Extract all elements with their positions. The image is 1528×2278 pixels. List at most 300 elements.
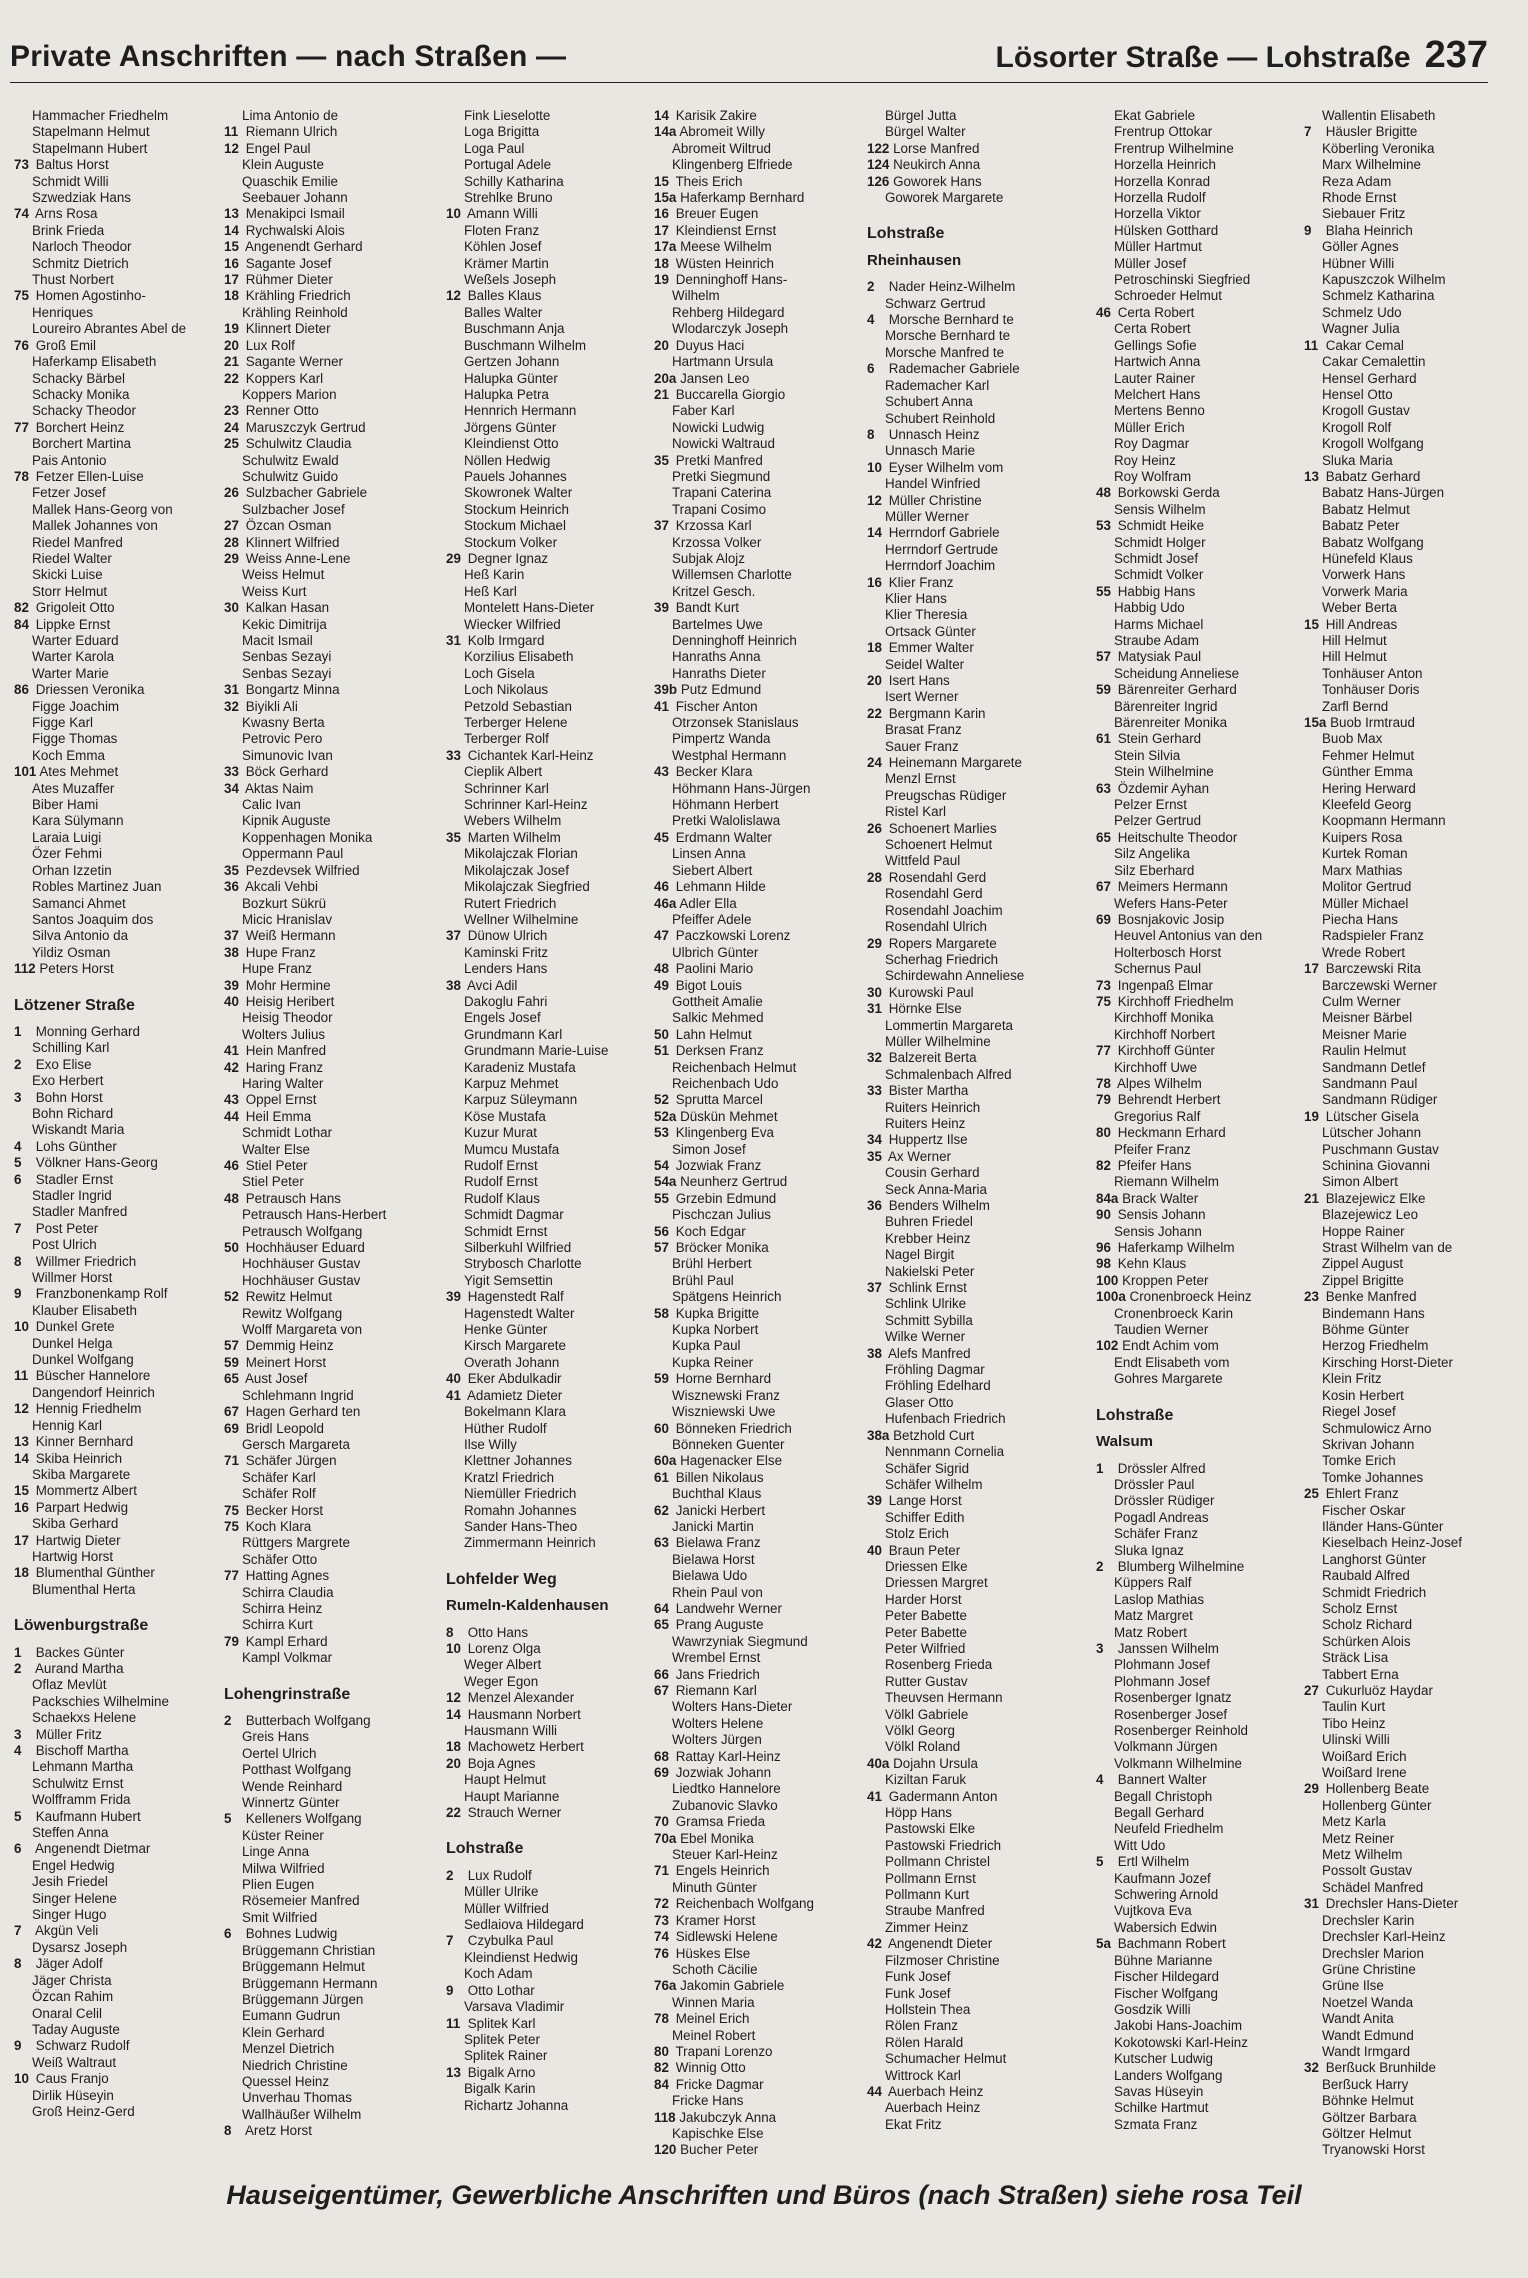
- resident-name: Schwarz Rudolf: [35, 2038, 130, 2054]
- resident-name: Bosnjakovic Josip: [1117, 911, 1225, 927]
- resident-name: Grzebin Edmund: [675, 1190, 777, 1206]
- resident-entry: [446, 846, 656, 862]
- resident-entry: [14, 1989, 224, 2005]
- resident-name: Melchert Hans: [1114, 386, 1201, 402]
- resident-name: Schmidt Willi: [32, 173, 109, 189]
- resident-name: Webers Wilhelm: [464, 813, 562, 829]
- resident-name: Plohmann Josef: [1114, 1657, 1211, 1673]
- resident-name: Dunkel Wolfgang: [32, 1352, 134, 1368]
- column-6: [1096, 108, 1306, 2133]
- resident-name: Wallentin Elisabeth: [1322, 108, 1436, 123]
- page-number: 237: [1424, 34, 1488, 76]
- resident-name: Hatting Agnes: [245, 1568, 330, 1584]
- resident-entry: [14, 1743, 224, 1759]
- resident-name: Winnig Otto: [675, 2060, 746, 2076]
- resident-entry: [224, 1976, 434, 1992]
- house-number: 122: [867, 140, 890, 156]
- resident-entry: [867, 1674, 1077, 1690]
- resident-name: Frentrup Ottokar: [1114, 124, 1213, 140]
- resident-name: Gadermann Anton: [888, 1788, 998, 1804]
- resident-entry: [14, 781, 224, 797]
- resident-name: Weßels Joseph: [464, 272, 557, 288]
- house-number: 2: [14, 1660, 22, 1676]
- resident-name: Barczewski Rita: [1325, 961, 1421, 977]
- resident-name: Barczewski Werner: [1322, 977, 1438, 993]
- resident-name: Herrndorf Joachim: [885, 558, 996, 574]
- resident-entry: [654, 945, 864, 961]
- resident-name: Wolff Margareta von: [242, 1322, 363, 1338]
- resident-entry: [1304, 1256, 1514, 1272]
- street-heading: Lohstraße: [446, 1840, 524, 1858]
- resident-entry: [224, 1486, 434, 1502]
- resident-name: Ax Werner: [887, 1148, 951, 1164]
- resident-entry: [1096, 1477, 1306, 1493]
- resident-name: Niedrich Christine: [242, 2057, 348, 2073]
- resident-entry: [654, 1322, 864, 1338]
- resident-name: Sandmann Detlef: [1322, 1059, 1426, 1075]
- resident-name: Bielawa Horst: [672, 1551, 755, 1567]
- resident-entry: [1304, 1388, 1514, 1404]
- resident-entry: [1096, 715, 1306, 731]
- resident-entry: [224, 1552, 434, 1568]
- resident-name: Jakubczyk Anna: [679, 2109, 777, 2125]
- resident-entry: [224, 781, 434, 797]
- resident-name: Milwa Wilfried: [242, 1860, 325, 1876]
- resident-name: Kampl Erhard: [245, 1633, 328, 1649]
- street-heading: Lohstraße: [1096, 1406, 1174, 1424]
- resident-entry: [1096, 1306, 1306, 1322]
- resident-entry: [1096, 453, 1306, 469]
- resident-entry: [867, 476, 1077, 492]
- resident-name: Angenendt Dieter: [887, 1936, 993, 1952]
- house-number: 6: [14, 1841, 22, 1857]
- house-number: 77: [14, 419, 29, 435]
- resident-entry: [867, 312, 1077, 328]
- house-number: 25: [1304, 1486, 1319, 1502]
- resident-entry: [14, 469, 224, 485]
- resident-name: Alefs Manfred: [887, 1345, 971, 1361]
- resident-entry: [1096, 813, 1306, 829]
- resident-entry: [224, 551, 434, 567]
- resident-entry: [867, 1346, 1077, 1362]
- resident-name: Fetzer Ellen-Luise: [35, 468, 144, 484]
- resident-name: Koch Edgar: [675, 1223, 746, 1239]
- resident-entry: [224, 1322, 434, 1338]
- resident-entry: [446, 1109, 656, 1125]
- house-number: 67: [654, 1683, 669, 1698]
- resident-entry: [867, 1608, 1077, 1624]
- resident-entry: [654, 551, 864, 567]
- resident-entry: [1304, 682, 1514, 698]
- house-number: 11: [224, 124, 239, 140]
- resident-entry: [1304, 305, 1514, 321]
- resident-name: Minuth Günter: [672, 1879, 757, 1895]
- resident-name: Begall Christoph: [1114, 1788, 1213, 1804]
- resident-entry: [14, 1172, 224, 1188]
- resident-entry: [1304, 600, 1514, 616]
- resident-name: Schmidt Holger: [1114, 534, 1206, 550]
- resident-name: Jäger Christa: [32, 1972, 112, 1988]
- resident-name: Bucher Peter: [680, 2142, 759, 2158]
- house-number: 86: [14, 682, 29, 698]
- resident-entry: [867, 1461, 1077, 1477]
- resident-name: Lorse Manfred: [893, 140, 980, 156]
- resident-name: Petroschinski Siegfried: [1114, 272, 1251, 288]
- resident-name: Babatz Helmut: [1322, 501, 1410, 517]
- resident-name: Reichenbach Helmut: [672, 1059, 797, 1075]
- resident-entry: [654, 1142, 864, 1158]
- resident-name: Babatz Peter: [1322, 518, 1400, 534]
- resident-name: Engels Josef: [464, 1010, 541, 1026]
- resident-entry: [1096, 1953, 1306, 1969]
- page-title: Private Anschriften — nach Straßen —: [10, 40, 567, 73]
- resident-name: Simon Albert: [1322, 1174, 1398, 1190]
- resident-entry: [1096, 1887, 1306, 1903]
- resident-entry: [446, 1999, 656, 2015]
- house-number: 5: [224, 1811, 232, 1827]
- resident-name: Orhan Izzetin: [32, 862, 112, 878]
- resident-entry: [446, 1158, 656, 1174]
- resident-name: Unverhau Thomas: [242, 2090, 352, 2106]
- house-number: 75: [1096, 993, 1111, 1009]
- resident-entry: [654, 141, 864, 157]
- resident-name: Sensis Wilhelm: [1114, 501, 1206, 517]
- resident-name: Post Peter: [35, 1220, 99, 1236]
- resident-name: Billen Nikolaus: [675, 1469, 764, 1485]
- resident-name: Kleefeld Georg: [1322, 797, 1412, 813]
- resident-name: Matz Robert: [1114, 1624, 1187, 1640]
- resident-entry: [1096, 1289, 1306, 1305]
- resident-entry: [1304, 1338, 1514, 1354]
- resident-name: Caus Franjo: [35, 2071, 109, 2087]
- resident-entry: [1096, 1043, 1306, 1059]
- house-number: 73: [654, 1912, 669, 1928]
- resident-name: Janssen Wilhelm: [1117, 1640, 1219, 1656]
- resident-entry: [14, 731, 224, 747]
- resident-name: Roy Heinz: [1114, 452, 1176, 468]
- resident-name: Berßuck Brunhilde: [1325, 2060, 1436, 2076]
- resident-name: Böck Gerhard: [245, 764, 329, 780]
- house-number: 8: [867, 426, 875, 442]
- resident-entry: [654, 1503, 864, 1519]
- resident-name: Pollmann Christel: [885, 1854, 990, 1870]
- resident-name: Aktas Naim: [244, 780, 314, 796]
- resident-name: Rosendahl Joachim: [885, 902, 1003, 918]
- resident-entry: [446, 1901, 656, 1917]
- resident-name: Schmitt Sybilla: [885, 1312, 973, 1328]
- resident-name: Grigoleit Otto: [35, 600, 115, 616]
- house-number: 29: [446, 550, 461, 566]
- resident-name: Metz Reiner: [1322, 1830, 1395, 1846]
- resident-entry: [446, 436, 656, 452]
- house-number: 16: [14, 1499, 29, 1515]
- resident-entry: [867, 1838, 1077, 1854]
- resident-name: Kleindienst Ernst: [675, 222, 777, 238]
- resident-entry: [224, 1811, 434, 1827]
- resident-name: Hagenstedt Walter: [464, 1305, 575, 1321]
- house-number: 17: [1304, 961, 1319, 977]
- resident-name: Horzella Konrad: [1114, 173, 1211, 189]
- resident-name: Skowronek Walter: [464, 485, 573, 501]
- resident-entry: [1304, 108, 1514, 124]
- resident-entry: [224, 1519, 434, 1535]
- resident-name: Jansen Leo: [680, 370, 750, 386]
- resident-entry: [224, 1779, 434, 1795]
- resident-name: Blumenthal Herta: [32, 1581, 136, 1597]
- resident-name: Grüne Ilse: [1322, 1978, 1384, 1994]
- house-number: 18: [867, 640, 882, 656]
- resident-entry: [224, 1338, 434, 1354]
- resident-entry: [1304, 994, 1514, 1010]
- resident-name: Bielawa Udo: [672, 1568, 748, 1584]
- resident-entry: [14, 1710, 224, 1726]
- resident-name: Glaser Otto: [885, 1394, 954, 1410]
- house-number: 82: [14, 600, 29, 616]
- resident-entry: [654, 174, 864, 190]
- resident-entry: [446, 1010, 656, 1026]
- resident-entry: [654, 1453, 864, 1469]
- house-number: 26: [224, 485, 239, 501]
- resident-name: Weiss Anne-Lene: [245, 550, 351, 566]
- resident-entry: [14, 2022, 224, 2038]
- resident-name: Bönneken Guenter: [672, 1436, 785, 1452]
- resident-entry: [867, 1214, 1077, 1230]
- house-number: 39: [654, 600, 669, 616]
- resident-entry: [1096, 731, 1306, 747]
- resident-name: Wallhäußer Wilhelm: [242, 2106, 362, 2122]
- resident-entry: [14, 108, 224, 124]
- resident-name: Willemsen Charlotte: [672, 567, 792, 583]
- street-heading: Lötzener Straße: [14, 996, 135, 1014]
- resident-name: Riemann Karl: [675, 1683, 757, 1698]
- resident-name: Putz Edmund: [680, 682, 762, 698]
- resident-name: Homen Agostinho-: [35, 288, 146, 304]
- resident-name: Terberger Helene: [464, 715, 568, 731]
- resident-entry: [446, 1043, 656, 1059]
- resident-entry: [446, 994, 656, 1010]
- resident-name: Gosdzik Willi: [1114, 2001, 1191, 2017]
- resident-entry: [867, 1789, 1077, 1805]
- resident-entry: [654, 1699, 864, 1715]
- resident-name: Walter Else: [242, 1141, 310, 1157]
- resident-name: Schmelz Udo: [1322, 304, 1402, 320]
- house-number: 63: [654, 1535, 669, 1551]
- resident-entry: [446, 453, 656, 469]
- resident-name: Iländer Hans-Günter: [1322, 1518, 1444, 1534]
- resident-entry: [446, 896, 656, 912]
- resident-entry: [867, 788, 1077, 804]
- house-number: 46a: [654, 895, 677, 911]
- house-number: 18: [654, 255, 669, 271]
- resident-name: Macit Ismail: [242, 633, 313, 648]
- resident-name: Driessen Elke: [885, 1558, 968, 1574]
- resident-entry: [1096, 124, 1306, 140]
- resident-name: Pfeifer Franz: [1114, 1141, 1191, 1157]
- resident-entry: [14, 1090, 224, 1106]
- resident-entry: [1304, 1880, 1514, 1896]
- resident-entry: [1304, 945, 1514, 961]
- resident-entry: [446, 239, 656, 255]
- resident-name: Woißard Erich: [1322, 1748, 1407, 1764]
- resident-name: Mertens Benno: [1114, 403, 1205, 419]
- resident-entry: [446, 1789, 656, 1805]
- resident-entry: [1096, 1592, 1306, 1608]
- resident-entry: [1096, 1142, 1306, 1158]
- column-4: [654, 108, 864, 2159]
- resident-entry: [14, 1254, 224, 1270]
- house-number: 59: [654, 1371, 669, 1387]
- resident-name: Schmidt Dagmar: [464, 1207, 564, 1223]
- resident-entry: [654, 1010, 864, 1026]
- resident-name: Peters Horst: [39, 961, 114, 977]
- resident-name: Menakipci Ismail: [245, 206, 345, 222]
- resident-entry: [1304, 387, 1514, 403]
- resident-entry: [14, 1874, 224, 1890]
- resident-name: Lux Rudolf: [467, 1867, 532, 1883]
- resident-entry: [867, 575, 1077, 591]
- resident-name: Neufeld Friedhelm: [1114, 1821, 1224, 1837]
- resident-entry: [224, 2074, 434, 2090]
- resident-name: Schäfer Karl: [242, 1469, 316, 1485]
- house-number: 33: [446, 747, 461, 763]
- resident-entry: [1096, 2068, 1306, 2084]
- resident-name: Horzella Rudolf: [1114, 190, 1206, 206]
- resident-entry: [654, 2110, 864, 2126]
- resident-entry: [654, 1256, 864, 1272]
- house-number: 15: [654, 173, 669, 189]
- resident-entry: [1096, 1969, 1306, 1985]
- resident-entry: [654, 1027, 864, 1043]
- resident-entry: [446, 2016, 656, 2032]
- resident-entry: [867, 1100, 1077, 1116]
- resident-name: Willmer Friedrich: [35, 1253, 137, 1269]
- resident-name: Kirsch Margarete: [464, 1338, 566, 1354]
- resident-entry: [1096, 1109, 1306, 1125]
- resident-name: Stockum Heinrich: [464, 501, 569, 517]
- resident-entry: [1304, 1404, 1514, 1420]
- house-number: 126: [867, 173, 890, 189]
- resident-entry: [867, 1690, 1077, 1706]
- resident-name: Trapani Lorenzo: [675, 2043, 773, 2059]
- resident-name: Dakoglu Fahri: [464, 993, 548, 1009]
- resident-name: Heckmann Erhard: [1117, 1125, 1226, 1141]
- house-number: 19: [654, 272, 669, 288]
- resident-entry: [14, 1040, 224, 1056]
- resident-entry: [14, 1106, 224, 1122]
- resident-name: Schubert Reinhold: [885, 410, 996, 426]
- resident-name: Bönneken Friedrich: [675, 1420, 792, 1436]
- house-number: 11: [446, 2015, 461, 2031]
- resident-name: Ristel Karl: [885, 804, 947, 820]
- house-number: 82: [1096, 1158, 1111, 1173]
- resident-entry: [14, 1565, 224, 1581]
- resident-entry: [1096, 1322, 1306, 1338]
- resident-name: Krogoll Gustav: [1322, 403, 1410, 419]
- resident-name: Schulwitz Ernst: [32, 1775, 124, 1791]
- resident-entry: [1096, 1273, 1306, 1289]
- resident-entry: [867, 1001, 1077, 1017]
- resident-entry: [654, 830, 864, 846]
- resident-entry: [654, 1978, 864, 1994]
- resident-name: Hennrich Hermann: [464, 403, 577, 419]
- resident-entry: [867, 1198, 1077, 1214]
- house-number: 12: [446, 288, 461, 304]
- resident-entry: [1304, 1732, 1514, 1748]
- resident-name: Bürgel Jutta: [885, 108, 957, 123]
- resident-name: Sandmann Paul: [1322, 1075, 1418, 1091]
- resident-entry: [1304, 797, 1514, 813]
- resident-name: Küster Reiner: [242, 1827, 324, 1843]
- resident-entry: [446, 485, 656, 501]
- resident-entry: [867, 1116, 1077, 1132]
- resident-name: Aust Josef: [244, 1371, 308, 1387]
- resident-entry: [1304, 420, 1514, 436]
- resident-name: Petrausch Wolfgang: [242, 1223, 363, 1239]
- resident-name: Emmer Walter: [888, 640, 974, 656]
- resident-name: Roy Wolfram: [1114, 468, 1192, 484]
- resident-entry: [1096, 1207, 1306, 1223]
- resident-name: Krzossa Volker: [672, 534, 762, 550]
- resident-name: Lütscher Johann: [1322, 1125, 1422, 1141]
- resident-name: Jozwiak Franz: [675, 1158, 762, 1173]
- resident-entry: [1096, 1543, 1306, 1559]
- resident-name: Avci Adil: [466, 977, 518, 993]
- resident-name: Breuer Eugen: [675, 206, 759, 222]
- house-number: 69: [654, 1765, 669, 1781]
- resident-entry: [654, 272, 864, 288]
- resident-name: Stockum Michael: [464, 518, 566, 534]
- resident-entry: [14, 846, 224, 862]
- resident-entry: [446, 1437, 656, 1453]
- resident-entry: [867, 427, 1077, 443]
- resident-entry: [867, 1657, 1077, 1673]
- house-number: 17: [14, 1532, 29, 1548]
- resident-name: Dünow Ulrich: [467, 928, 548, 944]
- resident-name: Sander Hans-Theo: [464, 1518, 578, 1534]
- resident-name: Schulwitz Claudia: [245, 436, 352, 452]
- resident-name: Halupka Petra: [464, 386, 549, 402]
- resident-entry: [654, 748, 864, 764]
- house-number: 14: [14, 1450, 29, 1466]
- resident-name: Roy Dagmar: [1114, 436, 1190, 452]
- resident-name: Otto Lothar: [467, 1982, 535, 1998]
- resident-entry: [654, 731, 864, 747]
- resident-name: Göltzer Helmut: [1322, 2125, 1412, 2141]
- resident-name: Niemüller Friedrich: [464, 1486, 577, 1502]
- house-number: 8: [446, 1624, 454, 1640]
- resident-name: Janicki Martin: [672, 1518, 754, 1534]
- resident-name: Tibo Heinz: [1322, 1715, 1386, 1731]
- resident-entry: [446, 1707, 656, 1723]
- resident-name: Hennig Karl: [32, 1417, 102, 1433]
- resident-name: Grundmann Marie-Luise: [464, 1043, 609, 1059]
- resident-name: Hanraths Dieter: [672, 665, 766, 681]
- resident-name: Tonhäuser Anton: [1322, 665, 1423, 681]
- resident-name: Savas Hüseyin: [1114, 2083, 1204, 2099]
- resident-name: Fischer Anton: [675, 698, 758, 714]
- house-number: 65: [1096, 829, 1111, 845]
- resident-name: Hüther Rudolf: [464, 1420, 547, 1436]
- resident-name: Winnertz Günter: [242, 1795, 340, 1811]
- resident-name: Begall Gerhard: [1114, 1805, 1205, 1821]
- resident-entry: [224, 1109, 434, 1125]
- resident-entry: [14, 1237, 224, 1253]
- resident-entry: [1096, 1986, 1306, 2002]
- resident-entry: [654, 1601, 864, 1617]
- house-number: 36: [224, 879, 239, 895]
- resident-entry: [654, 1289, 864, 1305]
- resident-name: Schwarz Gertrud: [885, 295, 986, 311]
